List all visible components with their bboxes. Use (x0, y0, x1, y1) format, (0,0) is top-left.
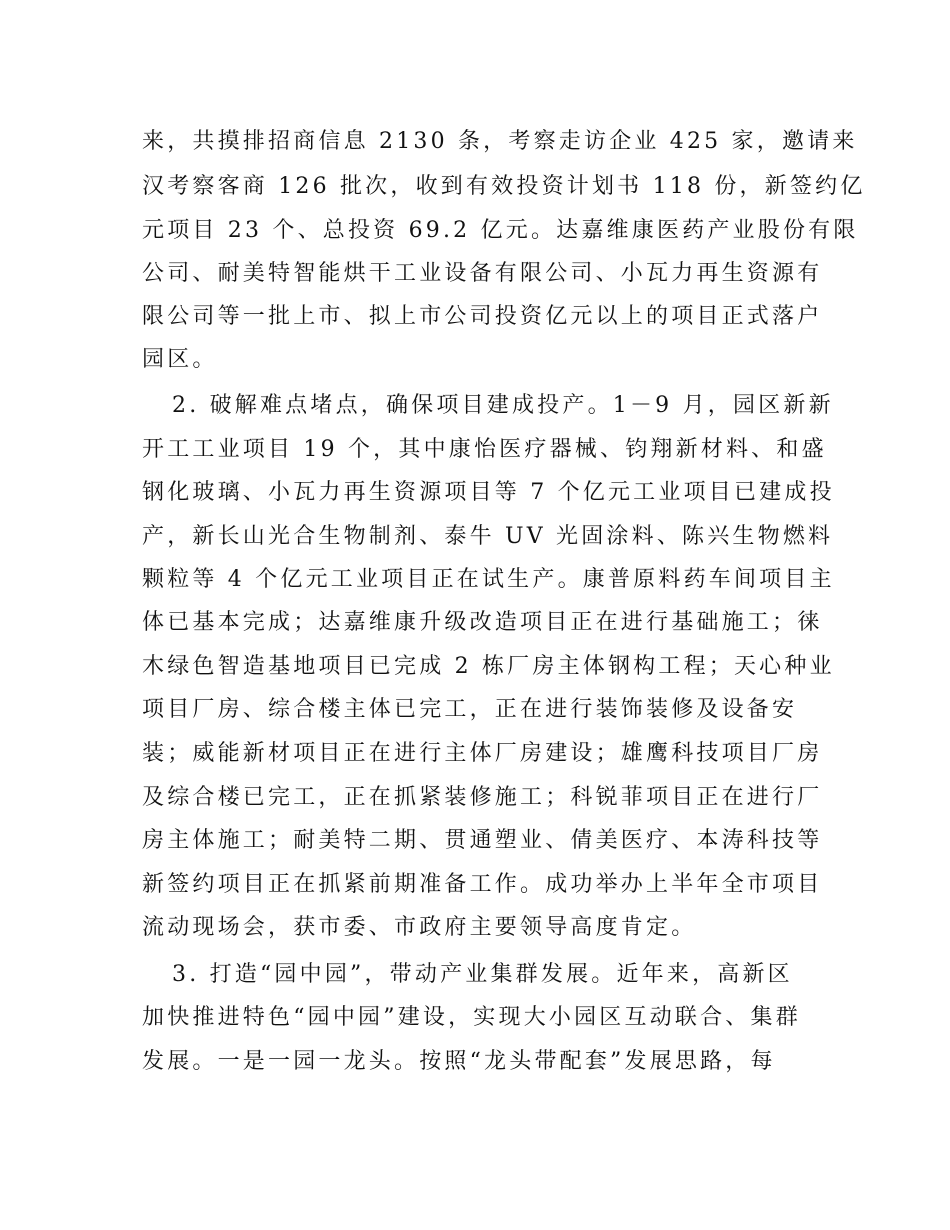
text-line: 元项目 23 个、总投资 69.2 亿元。达嘉维康医药产业股份有限 (142, 218, 859, 243)
text-line: 发展。一是一园一龙头。按照“龙头带配套”发展思路，每 (142, 1049, 776, 1074)
text-line: 装；威能新材项目正在进行主体厂房建设；雄鹰科技项目厂房 (142, 741, 823, 766)
paragraph-3-heading: 3. 打造“园中园”，带动产业集群发展。近年来，高新区 (172, 962, 793, 987)
text-line: 及综合楼已完工，正在抓紧装修施工；科锐菲项目正在进行厂 (142, 785, 823, 810)
text-line: 体已基本完成；达嘉维康升级改造项目正在进行基础施工；徕 (142, 610, 823, 635)
text-line: 木绿色智造基地项目已完成 2 栋厂房主体钢构工程；天心种业 (142, 654, 835, 679)
text-line: 加快推进特色“园中园”建设，实现大小园区互动联合、集群 (142, 1005, 801, 1030)
text-line: 来，共摸排招商信息 2130 条，考察走访企业 425 家，邀请来 (142, 129, 858, 154)
text-line: 项目厂房、综合楼主体已完工，正在进行装饰装修及设备安 (142, 697, 798, 722)
text-line: 流动现场会，获市委、市政府主要领导高度肯定。 (142, 915, 697, 940)
paragraph-2-heading: 2. 破解难点堵点，确保项目建成投产。1－9 月，园区新新 (172, 393, 834, 418)
text-line: 汉考察客商 126 批次，收到有效投资计划书 118 份，新签约亿 (142, 174, 866, 199)
text-line: 房主体施工；耐美特二期、贯通塑业、倩美医疗、本涛科技等 (142, 828, 823, 853)
text-line: 公司、耐美特智能烘干工业设备有限公司、小瓦力再生资源有 (142, 261, 823, 286)
text-line: 开工工业项目 19 个，其中康怡医疗器械、钧翔新材料、和盛 (142, 437, 827, 462)
text-line: 产，新长山光合生物制剂、泰牛 UV 光固涂料、陈兴生物燃料 (142, 524, 834, 549)
text-line: 颗粒等 4 个亿元工业项目正在试生产。康普原料药车间项目主 (142, 567, 835, 592)
text-line: 钢化玻璃、小瓦力再生资源项目等 7 个亿元工业项目已建成投 (142, 480, 835, 505)
text-line: 新签约项目正在抓紧前期准备工作。成功举办上半年全市项目 (142, 872, 823, 897)
text-line: 园区。 (142, 347, 218, 372)
text-line: 限公司等一批上市、拟上市公司投资亿元以上的项目正式落户 (142, 304, 823, 329)
